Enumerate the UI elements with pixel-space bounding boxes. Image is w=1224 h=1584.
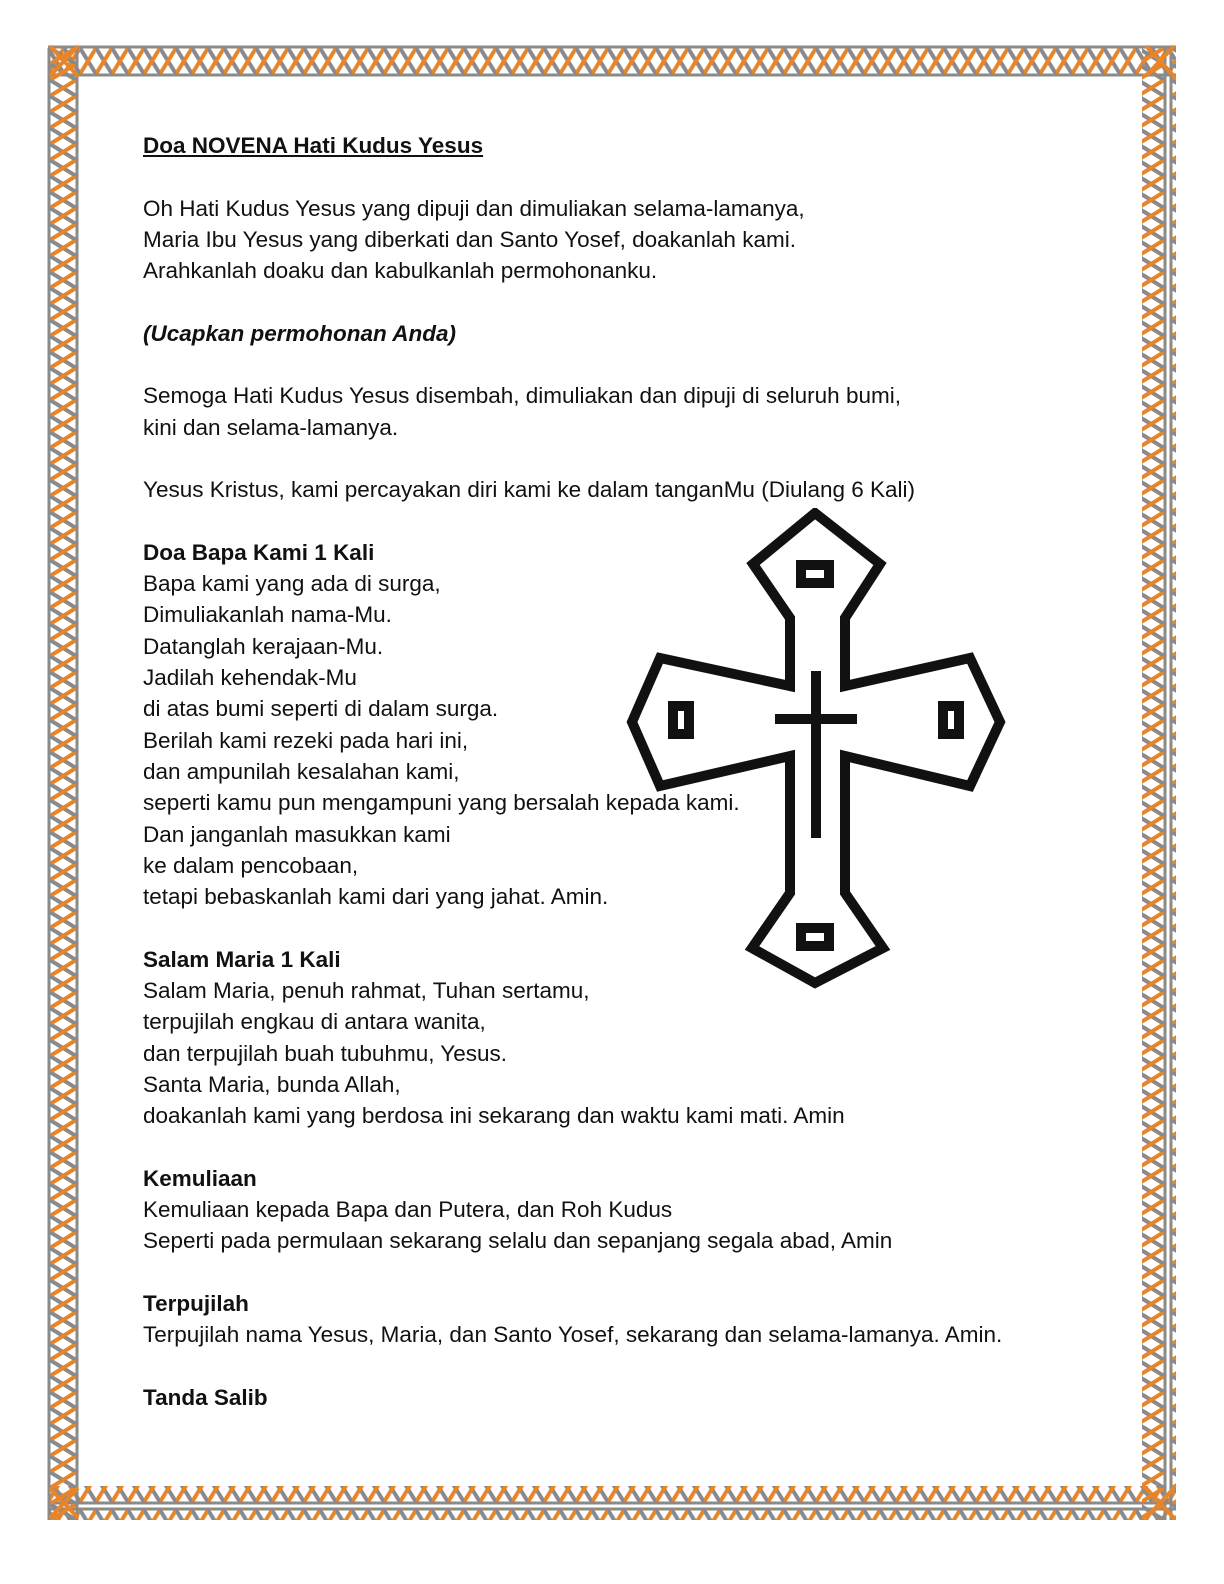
prayer-line: Kemuliaan kepada Bapa dan Putera, dan Roh Kudus (143, 1197, 673, 1223)
prayer-line: Bapa kami yang ada di surga, (143, 571, 441, 597)
document-title: Doa NOVENA Hati Kudus Yesus (143, 133, 484, 158)
prayer-line: Dan janganlah masukkan kami (143, 821, 451, 847)
prayer-line: dan ampunilah kesalahan kami, (143, 758, 460, 784)
section-heading-kemuliaan: Kemuliaan (143, 1165, 257, 1191)
prayer-line: dan terpujilah buah tubuhmu, Yesus. (143, 1040, 508, 1066)
prayer-line: Terpujilah nama Yesus, Maria, dan Santo Yosef, sekarang dan selama-lamanya. Amin. (143, 1322, 1003, 1348)
prayer-line: Datanglah kerajaan-Mu. (143, 633, 384, 659)
opening-line: Arahkanlah doaku dan kabulkanlah permohonanku. (143, 258, 658, 284)
prayer-line: di atas bumi seperti di dalam surga. (143, 696, 499, 722)
opening-line: Oh Hati Kudus Yesus yang dipuji dan dimuliakan selama-lamanya, (143, 195, 805, 221)
adoration-line: kini dan selama-lamanya. (143, 414, 399, 440)
opening-line: Maria Ibu Yesus yang diberkati dan Santo Yosef, doakanlah kami. (143, 226, 796, 252)
prayer-text (143, 130, 1063, 1413)
prayer-line: ke dalam pencobaan, (143, 852, 359, 878)
trust-line: Yesus Kristus, kami percayakan diri kami ke dalam tanganMu (Diulang 6 Kali) (143, 477, 916, 503)
instruction-text: (Ucapkan permohonan Anda) (143, 320, 456, 346)
prayer-line: Jadilah kehendak-Mu (143, 665, 357, 691)
section-heading-bapa-kami: Doa Bapa Kami 1 Kali (143, 539, 375, 565)
section-heading-tanda-salib: Tanda Salib (143, 1384, 268, 1410)
prayer-line: terpujilah engkau di antara wanita, (143, 1009, 486, 1035)
section-heading-terpujilah: Terpujilah (143, 1290, 249, 1316)
prayer-line: seperti kamu pun mengampuni yang bersalah kepada kami. (143, 790, 740, 816)
prayer-line: Seperti pada permulaan sekarang selalu dan sepanjang segala abad, Amin (143, 1228, 893, 1254)
adoration-line: Semoga Hati Kudus Yesus disembah, dimuliakan dan dipuji di seluruh bumi, (143, 383, 901, 409)
prayer-line: Santa Maria, bunda Allah, (143, 1071, 401, 1097)
prayer-line: tetapi bebaskanlah kami dari yang jahat. Amin. (143, 884, 609, 910)
section-heading-salam-maria: Salam Maria 1 Kali (143, 946, 341, 972)
prayer-line: Dimuliakanlah nama-Mu. (143, 602, 392, 628)
prayer-line: Salam Maria, penuh rahmat, Tuhan sertamu, (143, 978, 590, 1004)
prayer-line: doakanlah kami yang berdosa ini sekarang dan waktu kami mati. Amin (143, 1103, 845, 1129)
prayer-line: Berilah kami rezeki pada hari ini, (143, 727, 469, 753)
